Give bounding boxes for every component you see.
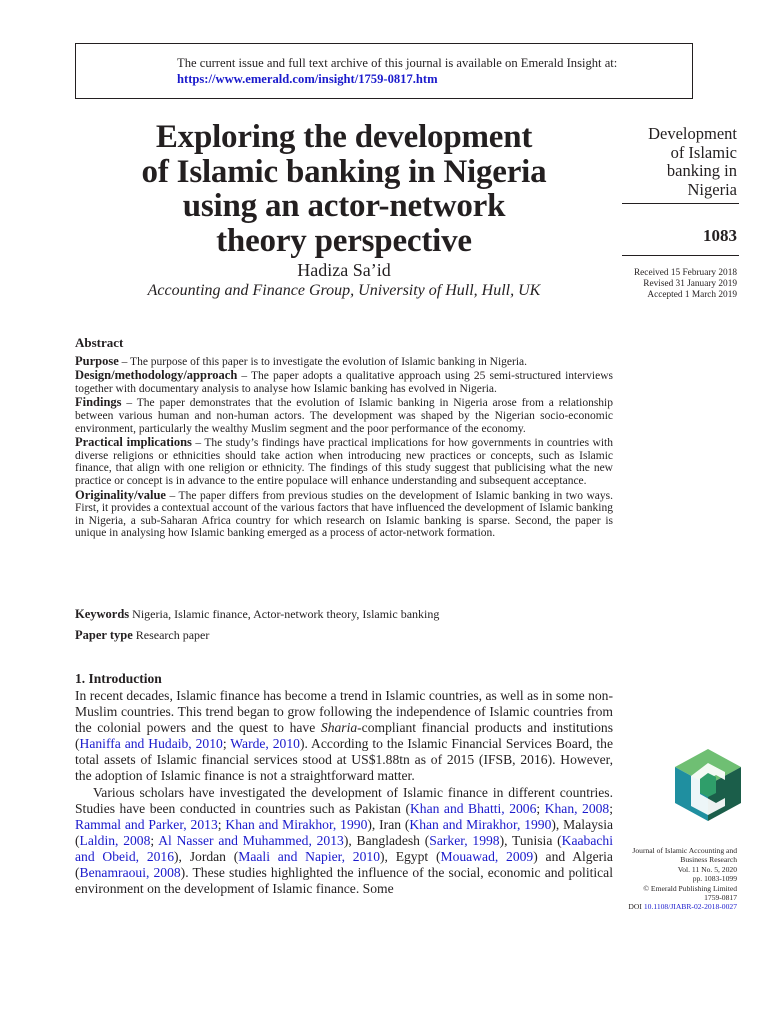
purpose-label: Purpose (75, 353, 119, 368)
originality-text: – The paper differs from previous studies on the development of Islamic banking in two ways. First, it provides a contextual account of the various factors that have influenced the development of Islamic banking in Nigeria, a sub-Saharan Africa country for which research on Islamic banking is sparse. Second, the paper is unique in analysing how Islamic banking emerged as a process of actor-network formation. (75, 489, 613, 540)
keywords-label: Keywords (75, 607, 130, 621)
citation-link[interactable]: Benamraoui, 2008 (79, 865, 181, 881)
design-text: – The paper adopts a qualitative approach using 25 semi-structured interviews together with documentary analysis to analyse how Islamic banking has evolved in Nigeria. (75, 370, 613, 395)
text-run: ), Bangladesh ( (343, 832, 430, 848)
abstract-findings (75, 396, 613, 435)
article-history (600, 268, 737, 301)
text-run: Various scholars have investigated the development of Islamic finance in different countries. Studies have been conducted in countries such as Pakistan ( (75, 784, 613, 816)
running-title-line: Nigeria (687, 179, 737, 199)
crossmark-logo-icon[interactable] (675, 749, 741, 821)
italic-term: Sharia (320, 720, 358, 736)
text-run: ). According to the Islamic Financial Services Board, the total assets of Islamic financial services stood at US$1.88tn as of 2015 (IFSB, 2016). However, the adoption of Islamic finance is not a straightforward matter. (75, 736, 613, 784)
abstract-heading: Abstract (75, 335, 124, 350)
citation-link[interactable]: Sarker, 1998 (429, 832, 500, 848)
abstract-originality (75, 489, 613, 540)
abstract-design (75, 369, 613, 395)
running-title-line: of Islamic (670, 142, 737, 162)
abstract (75, 337, 613, 541)
citation-link[interactable]: Khan and Mirakhor, 1990 (409, 816, 552, 832)
issn: 1759-0817 (704, 893, 737, 903)
citation-link[interactable]: Rammal and Parker, 2013 (75, 816, 218, 832)
purpose-text: – The purpose of this paper is to investigate the evolution of Islamic banking in Nigeria. (118, 355, 528, 368)
sidebar-divider (622, 255, 739, 256)
accepted-date: Accepted 1 March 2019 (647, 290, 737, 300)
practical-label: Practical implications (75, 435, 192, 450)
journal-name: Journal of Islamic Accounting and (632, 846, 737, 855)
citation-link[interactable]: Warde, 2010 (230, 736, 300, 752)
author-name: Hadiza Sa’id (297, 260, 391, 280)
introduction-body (75, 688, 613, 897)
article-title (100, 120, 588, 258)
citation-link[interactable]: Maali and Napier, 2010 (238, 848, 380, 864)
findings-text: – The paper demonstrates that the evolution of Islamic banking in Nigeria arose from a relationship between various human and non-human actors. The development was shaped by the Nigerian socio-economic environment, particularly the wealthy Muslim segment and the poor performance of the economy. (75, 397, 613, 435)
text-run: -compliant financial products and institutions ( (75, 720, 613, 752)
text-run: ; (217, 816, 226, 832)
journal-name: Business Research (680, 855, 737, 865)
text-run: ) and Algeria ( (75, 848, 613, 881)
text-run: ; (150, 832, 159, 848)
page-number: 1083 (703, 226, 737, 245)
journal-link[interactable]: https://www.emerald.com/insight/1759-0817.htm (177, 72, 438, 86)
paper-type (75, 628, 613, 643)
citation-link[interactable]: Khan and Bhatti, 2006 (409, 800, 537, 816)
abstract-practical (75, 436, 613, 487)
keywords-value: Nigeria, Islamic finance, Actor-network theory, Islamic banking (129, 607, 440, 621)
author-affiliation: Accounting and Finance Group, University of Hull, Hull, UK (147, 282, 541, 299)
paper-type-value: Research paper (132, 628, 210, 642)
text-run: ), Jordan ( (174, 848, 239, 864)
doi-label: DOI (628, 902, 644, 912)
section-heading: 1. Introduction (75, 671, 162, 686)
running-title-line: Development (648, 124, 737, 143)
text-run: In recent decades, Islamic finance has become a trend in Islamic countries, as well as in some non-Muslim countries. This trend began to grow following the independence of Islamic countries from the colonial powers and the quest to have (75, 688, 613, 736)
text-run: ), Malaysia ( (75, 816, 614, 848)
citation-link[interactable]: Laldin, 2008 (79, 832, 151, 848)
design-label: Design/methodology/approach (75, 368, 238, 383)
revised-date: Revised 31 January 2019 (643, 279, 737, 289)
publisher: © Emerald Publishing Limited (643, 883, 737, 893)
citation-link[interactable]: Al Nasser and Muhammed, 2013 (158, 832, 344, 848)
citation-link[interactable]: Kaabachi and Obeid, 2016 (75, 832, 613, 864)
journal-volume: Vol. 11 No. 5, 2020 (677, 864, 737, 874)
citation-link[interactable]: Mouawad, 2009 (440, 848, 534, 864)
title-line: using an actor-network (182, 188, 506, 224)
running-title (600, 125, 737, 199)
doi-link[interactable]: 10.1108/JIABR-02-2018-0027 (643, 902, 737, 912)
practical-text: – The study’s findings have practical implications for how governments in countries with diverse religions or ethnicities should take action when introducing new practices or concepts, such as Islamic finance, that align with one religion or ethnicity. The findings of this study suggest that publicising what the new practice or concept is in advance to the entire populace will enhance understanding and subsequent acceptance. (75, 437, 613, 487)
keywords (75, 607, 613, 622)
text-run: ). These studies highlighted the influence of the social, economic and political environment on the development of Islamic finance. Some (75, 865, 613, 897)
text-run: ; (609, 800, 613, 816)
doi-line (600, 902, 737, 911)
access-banner (75, 43, 693, 99)
title-line: Exploring the development (155, 119, 533, 155)
citation-link[interactable]: Haniffa and Hudaib, 2010 (79, 736, 223, 752)
journal-pages: pp. 1083-1099 (692, 874, 737, 884)
findings-label: Findings (75, 395, 122, 410)
citation-link[interactable]: Khan, 2008 (544, 800, 610, 816)
intro-paragraph (75, 688, 613, 785)
originality-label: Originality/value (75, 487, 166, 502)
title-line: of Islamic banking in Nigeria (141, 153, 547, 190)
journal-metadata (600, 846, 737, 912)
title-line: theory perspective (216, 222, 472, 259)
citation-link[interactable]: Khan and Mirakhor, 1990 (225, 816, 368, 832)
abstract-purpose (75, 355, 613, 369)
text-run: ), Tunisia ( (499, 832, 562, 848)
text-run: ), Egypt ( (380, 848, 441, 864)
banner-text: The current issue and full text archive of this journal is available on Emerald Insight at: (177, 56, 618, 70)
paper-type-label: Paper type (75, 628, 133, 642)
text-run: ; (536, 800, 545, 816)
intro-paragraph (75, 785, 613, 898)
running-title-line: banking in (666, 161, 737, 180)
received-date: Received 15 February 2018 (633, 268, 737, 278)
text-run: ; (222, 736, 231, 752)
text-run: ), Iran ( (367, 816, 410, 832)
sidebar-divider (622, 203, 739, 204)
